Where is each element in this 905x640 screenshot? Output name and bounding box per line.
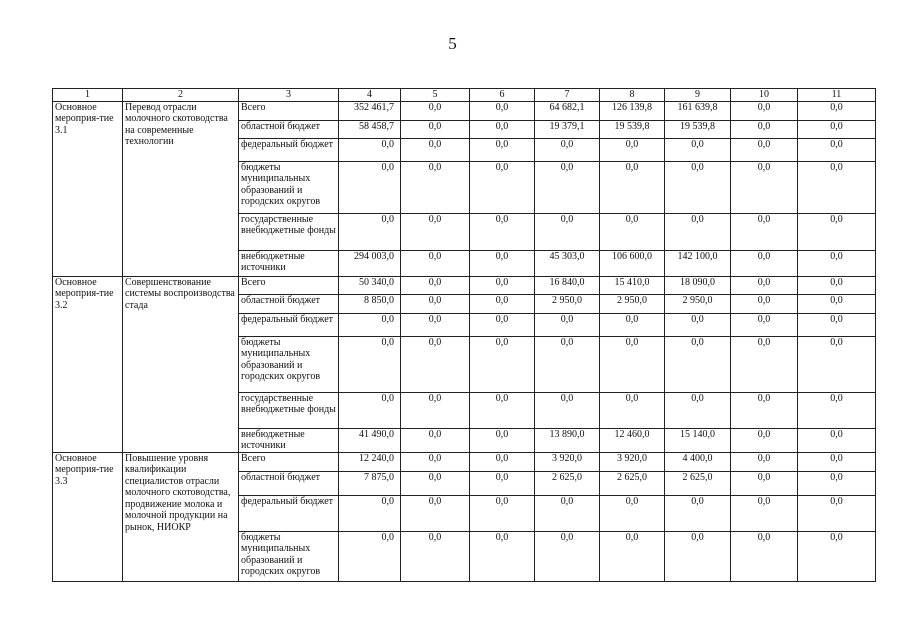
- value-cell: 12 240,0: [339, 452, 401, 471]
- value-cell: 0,0: [535, 495, 600, 531]
- value-cell: 0,0: [339, 531, 401, 581]
- value-cell: 0,0: [798, 250, 876, 276]
- table-row: [53, 452, 876, 471]
- event-name-cell: Основное мероприя-тие 3.1: [53, 101, 123, 276]
- value-cell: 0,0: [600, 161, 665, 213]
- value-cell: 0,0: [339, 336, 401, 392]
- value-cell: 0,0: [470, 428, 535, 452]
- column-number: 2: [123, 89, 239, 102]
- column-number-row: [53, 89, 876, 102]
- value-cell: 352 461,7: [339, 101, 401, 120]
- column-number: 10: [731, 89, 798, 102]
- value-cell: 0,0: [798, 294, 876, 313]
- event-description-cell: Совершенствование системы воспроизводства стада: [123, 276, 239, 452]
- value-cell: 0,0: [470, 313, 535, 336]
- value-cell: 2 950,0: [665, 294, 731, 313]
- value-cell: 0,0: [470, 120, 535, 138]
- value-cell: 0,0: [535, 392, 600, 428]
- funding-source-cell: бюджеты муниципальных образований и городских округов: [239, 531, 339, 581]
- table-row: [53, 101, 876, 120]
- value-cell: 0,0: [798, 276, 876, 294]
- value-cell: 0,0: [535, 531, 600, 581]
- value-cell: 0,0: [731, 294, 798, 313]
- value-cell: 0,0: [665, 161, 731, 213]
- value-cell: 0,0: [798, 495, 876, 531]
- value-cell: 0,0: [731, 250, 798, 276]
- value-cell: 0,0: [470, 250, 535, 276]
- value-cell: 0,0: [798, 392, 876, 428]
- value-cell: 15 410,0: [600, 276, 665, 294]
- value-cell: 126 139,8: [600, 101, 665, 120]
- value-cell: 0,0: [731, 313, 798, 336]
- value-cell: 0,0: [731, 531, 798, 581]
- value-cell: 0,0: [731, 213, 798, 250]
- value-cell: 0,0: [731, 428, 798, 452]
- value-cell: 0,0: [798, 213, 876, 250]
- value-cell: 19 539,8: [665, 120, 731, 138]
- value-cell: 2 625,0: [665, 471, 731, 495]
- budget-table: [52, 88, 876, 582]
- value-cell: 161 639,8: [665, 101, 731, 120]
- value-cell: 64 682,1: [535, 101, 600, 120]
- value-cell: 0,0: [470, 138, 535, 161]
- funding-source-cell: федеральный бюджет: [239, 313, 339, 336]
- value-cell: 0,0: [470, 276, 535, 294]
- value-cell: 19 379,1: [535, 120, 600, 138]
- value-cell: 0,0: [401, 313, 470, 336]
- value-cell: 0,0: [798, 471, 876, 495]
- value-cell: 0,0: [600, 531, 665, 581]
- value-cell: 0,0: [665, 495, 731, 531]
- value-cell: 0,0: [535, 161, 600, 213]
- value-cell: 0,0: [731, 495, 798, 531]
- value-cell: 2 950,0: [600, 294, 665, 313]
- value-cell: 0,0: [470, 101, 535, 120]
- value-cell: 0,0: [401, 531, 470, 581]
- value-cell: 2 625,0: [600, 471, 665, 495]
- value-cell: 0,0: [665, 392, 731, 428]
- value-cell: 0,0: [401, 471, 470, 495]
- value-cell: 106 600,0: [600, 250, 665, 276]
- value-cell: 0,0: [535, 336, 600, 392]
- value-cell: 0,0: [731, 276, 798, 294]
- value-cell: 0,0: [339, 495, 401, 531]
- value-cell: 13 890,0: [535, 428, 600, 452]
- funding-source-cell: Всего: [239, 276, 339, 294]
- table-row: [53, 276, 876, 294]
- value-cell: 0,0: [798, 101, 876, 120]
- value-cell: 8 850,0: [339, 294, 401, 313]
- funding-source-cell: государственные внебюджетные фонды: [239, 392, 339, 428]
- value-cell: 0,0: [798, 313, 876, 336]
- value-cell: 19 539,8: [600, 120, 665, 138]
- value-cell: 0,0: [731, 471, 798, 495]
- value-cell: 0,0: [731, 392, 798, 428]
- funding-source-cell: федеральный бюджет: [239, 138, 339, 161]
- value-cell: 0,0: [401, 452, 470, 471]
- value-cell: 0,0: [731, 138, 798, 161]
- value-cell: 3 920,0: [600, 452, 665, 471]
- value-cell: 41 490,0: [339, 428, 401, 452]
- column-number: 7: [535, 89, 600, 102]
- value-cell: 0,0: [470, 213, 535, 250]
- value-cell: 294 003,0: [339, 250, 401, 276]
- value-cell: 0,0: [470, 161, 535, 213]
- value-cell: 0,0: [600, 336, 665, 392]
- value-cell: 0,0: [401, 294, 470, 313]
- value-cell: 4 400,0: [665, 452, 731, 471]
- value-cell: 0,0: [600, 138, 665, 161]
- value-cell: 0,0: [665, 138, 731, 161]
- value-cell: 0,0: [535, 213, 600, 250]
- value-cell: 0,0: [339, 313, 401, 336]
- column-number: 9: [665, 89, 731, 102]
- value-cell: 0,0: [470, 336, 535, 392]
- value-cell: 0,0: [600, 313, 665, 336]
- value-cell: 0,0: [401, 138, 470, 161]
- value-cell: 0,0: [470, 392, 535, 428]
- value-cell: 0,0: [798, 428, 876, 452]
- value-cell: 0,0: [535, 138, 600, 161]
- value-cell: 0,0: [401, 428, 470, 452]
- value-cell: 15 140,0: [665, 428, 731, 452]
- funding-source-cell: областной бюджет: [239, 120, 339, 138]
- event-description-cell: Повышение уровня квалификации специалистов отрасли молочного скотоводства, продвижение молока и молочной продукции на рынок, НИОКР: [123, 452, 239, 581]
- funding-source-cell: федеральный бюджет: [239, 495, 339, 531]
- value-cell: 0,0: [401, 213, 470, 250]
- page-number: 5: [448, 34, 457, 53]
- value-cell: 0,0: [401, 276, 470, 294]
- value-cell: 0,0: [731, 120, 798, 138]
- event-name-cell: Основное мероприя-тие 3.2: [53, 276, 123, 452]
- column-number: 4: [339, 89, 401, 102]
- value-cell: 0,0: [401, 336, 470, 392]
- value-cell: 0,0: [535, 313, 600, 336]
- value-cell: 0,0: [339, 392, 401, 428]
- value-cell: 0,0: [600, 213, 665, 250]
- value-cell: 0,0: [600, 495, 665, 531]
- funding-source-cell: Всего: [239, 452, 339, 471]
- value-cell: 0,0: [470, 471, 535, 495]
- value-cell: 0,0: [731, 452, 798, 471]
- funding-source-cell: бюджеты муниципальных образований и городских округов: [239, 336, 339, 392]
- funding-source-cell: бюджеты муниципальных образований и городских округов: [239, 161, 339, 213]
- value-cell: 58 458,7: [339, 120, 401, 138]
- value-cell: 0,0: [401, 161, 470, 213]
- value-cell: 16 840,0: [535, 276, 600, 294]
- value-cell: 0,0: [470, 452, 535, 471]
- value-cell: 0,0: [339, 161, 401, 213]
- value-cell: 0,0: [339, 138, 401, 161]
- column-number: 5: [401, 89, 470, 102]
- value-cell: 0,0: [731, 336, 798, 392]
- value-cell: 0,0: [401, 250, 470, 276]
- value-cell: 2 625,0: [535, 471, 600, 495]
- value-cell: 0,0: [798, 452, 876, 471]
- value-cell: 50 340,0: [339, 276, 401, 294]
- column-number: 6: [470, 89, 535, 102]
- value-cell: 0,0: [470, 531, 535, 581]
- funding-source-cell: государственные внебюджетные фонды: [239, 213, 339, 250]
- funding-source-cell: Всего: [239, 101, 339, 120]
- value-cell: 3 920,0: [535, 452, 600, 471]
- value-cell: 0,0: [731, 161, 798, 213]
- column-number: 1: [53, 89, 123, 102]
- value-cell: 0,0: [600, 392, 665, 428]
- value-cell: 2 950,0: [535, 294, 600, 313]
- value-cell: 0,0: [470, 495, 535, 531]
- event-description-cell: Перевод отрасли молочного скотоводства на современные технологии: [123, 101, 239, 276]
- value-cell: 45 303,0: [535, 250, 600, 276]
- value-cell: 12 460,0: [600, 428, 665, 452]
- value-cell: 7 875,0: [339, 471, 401, 495]
- value-cell: 0,0: [401, 495, 470, 531]
- value-cell: 0,0: [665, 213, 731, 250]
- value-cell: 0,0: [665, 336, 731, 392]
- column-number: 8: [600, 89, 665, 102]
- value-cell: 0,0: [665, 313, 731, 336]
- value-cell: 18 090,0: [665, 276, 731, 294]
- funding-source-cell: областной бюджет: [239, 471, 339, 495]
- value-cell: 0,0: [339, 213, 401, 250]
- value-cell: 142 100,0: [665, 250, 731, 276]
- value-cell: 0,0: [470, 294, 535, 313]
- value-cell: 0,0: [798, 138, 876, 161]
- value-cell: 0,0: [401, 101, 470, 120]
- column-number: 3: [239, 89, 339, 102]
- funding-source-cell: областной бюджет: [239, 294, 339, 313]
- value-cell: 0,0: [731, 101, 798, 120]
- value-cell: 0,0: [798, 120, 876, 138]
- column-number: 11: [798, 89, 876, 102]
- funding-source-cell: внебюджетные источники: [239, 250, 339, 276]
- funding-source-cell: внебюджетные источники: [239, 428, 339, 452]
- event-name-cell: Основное мероприя-тие 3.3: [53, 452, 123, 581]
- value-cell: 0,0: [798, 531, 876, 581]
- value-cell: 0,0: [401, 120, 470, 138]
- value-cell: 0,0: [401, 392, 470, 428]
- table-body: [53, 101, 876, 581]
- value-cell: 0,0: [665, 531, 731, 581]
- value-cell: 0,0: [798, 161, 876, 213]
- value-cell: 0,0: [798, 336, 876, 392]
